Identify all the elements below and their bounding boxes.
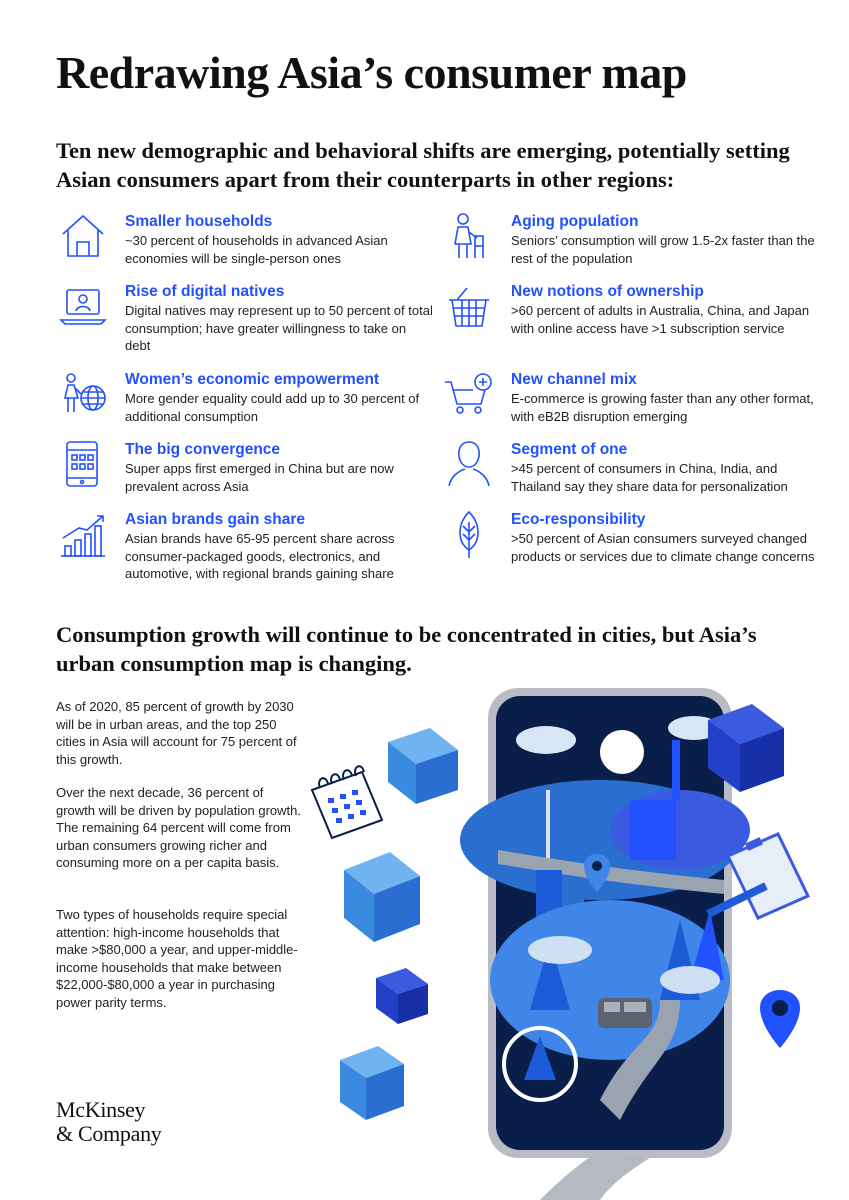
smartphone-city-illustration: [300, 680, 820, 1200]
paragraph-urban-growth: As of 2020, 85 percent of growth by 2030 will be in urban areas, and the top 250 cities in Asia will account for 75 percent of this growth.: [56, 699, 297, 767]
shift-text: >45 percent of consumers in China, India, and Thailand say they share data for personalization: [511, 461, 788, 494]
shift-title: Smaller households: [125, 213, 273, 230]
shift-smaller-households: [125, 212, 435, 267]
woman-globe-icon: [57, 368, 109, 420]
shift-digital-natives: [125, 282, 435, 355]
shift-text: E-commerce is growing faster than any other format, with eB2B disruption emerging: [511, 391, 814, 424]
box-icon: [344, 852, 420, 942]
basket-icon: [443, 280, 495, 332]
logo-line-2: & Company: [56, 1121, 162, 1146]
shift-ownership: [511, 282, 821, 337]
box-icon: [376, 968, 428, 1024]
paragraph-households: Two types of households require special attention: high-income households that make >$80,000 a year, and upper-middle-income households that make between $22,000-$80,000 a year in purchasing power parity terms.: [56, 907, 298, 1010]
shift-asian-brands: [125, 510, 435, 583]
box-icon: [388, 728, 458, 804]
leaf-icon: [443, 508, 495, 560]
section-heading: Consumption growth will continue to be concentrated in cities, but Asia’s urban consumption map is changing.: [56, 622, 757, 676]
shift-title: Rise of digital natives: [125, 283, 285, 300]
shift-big-convergence: [125, 440, 435, 495]
shift-text: More gender equality could add up to 30 percent of additional consumption: [125, 391, 420, 424]
shift-text: Digital natives may represent up to 50 percent of total consumption; have greater willingness to take on debt: [125, 303, 433, 353]
page-subtitle: Ten new demographic and behavioral shifts are emerging, potentially setting Asian consumers apart from their counterparts in other regions:: [56, 138, 790, 192]
shift-text: Seniors’ consumption will grow 1.5-2x faster than the rest of the population: [511, 233, 815, 266]
shift-title: Eco-responsibility: [511, 511, 646, 528]
logo-line-1: McKinsey: [56, 1097, 146, 1122]
laptop-user-icon: [57, 280, 109, 332]
box-icon: [340, 1046, 404, 1120]
person-silhouette-icon: [443, 438, 495, 490]
calendar-icon: [312, 766, 382, 838]
shift-text: >60 percent of adults in Australia, China, and Japan with online access have >1 subscription service: [511, 303, 810, 336]
shift-channel-mix: [511, 370, 821, 425]
shift-text: >50 percent of Asian consumers surveyed changed products or services due to climate change concerns: [511, 531, 815, 564]
shift-aging-population: [511, 212, 821, 267]
shift-eco-responsibility: [511, 510, 821, 565]
shift-title: Segment of one: [511, 441, 628, 458]
shift-title: Women’s economic empowerment: [125, 371, 380, 388]
shift-text: Asian brands have 65-95 percent share across consumer-packaged goods, electronics, and automotive, with regional brands gaining share: [125, 531, 395, 581]
shift-text: Super apps first emerged in China but are now prevalent across Asia: [125, 461, 394, 494]
shift-women-empowerment: [125, 370, 435, 425]
shift-title: New notions of ownership: [511, 283, 704, 300]
shift-segment-of-one: [511, 440, 821, 495]
location-pin-icon: [760, 990, 800, 1048]
shift-text: ~30 percent of households in advanced Asian economies will be single-person ones: [125, 233, 388, 266]
van-icon: [598, 998, 652, 1028]
growth-chart-icon: [57, 508, 109, 560]
paragraph-population-growth: Over the next decade, 36 percent of growth will be driven by population growth. The remaining 64 percent will come from urban consumers growing richer and consuming more on a per capita basis.: [56, 785, 301, 870]
cart-plus-icon: [443, 368, 495, 420]
shift-title: Aging population: [511, 213, 639, 230]
tablet-apps-icon: [57, 438, 109, 490]
shift-title: Asian brands gain share: [125, 511, 306, 528]
page-title: Redrawing Asia’s consumer map: [56, 47, 687, 98]
elderly-person-icon: [443, 210, 495, 262]
shift-title: The big convergence: [125, 441, 281, 458]
house-icon: [57, 210, 109, 262]
shift-title: New channel mix: [511, 371, 637, 388]
mckinsey-logo: [56, 1098, 161, 1146]
